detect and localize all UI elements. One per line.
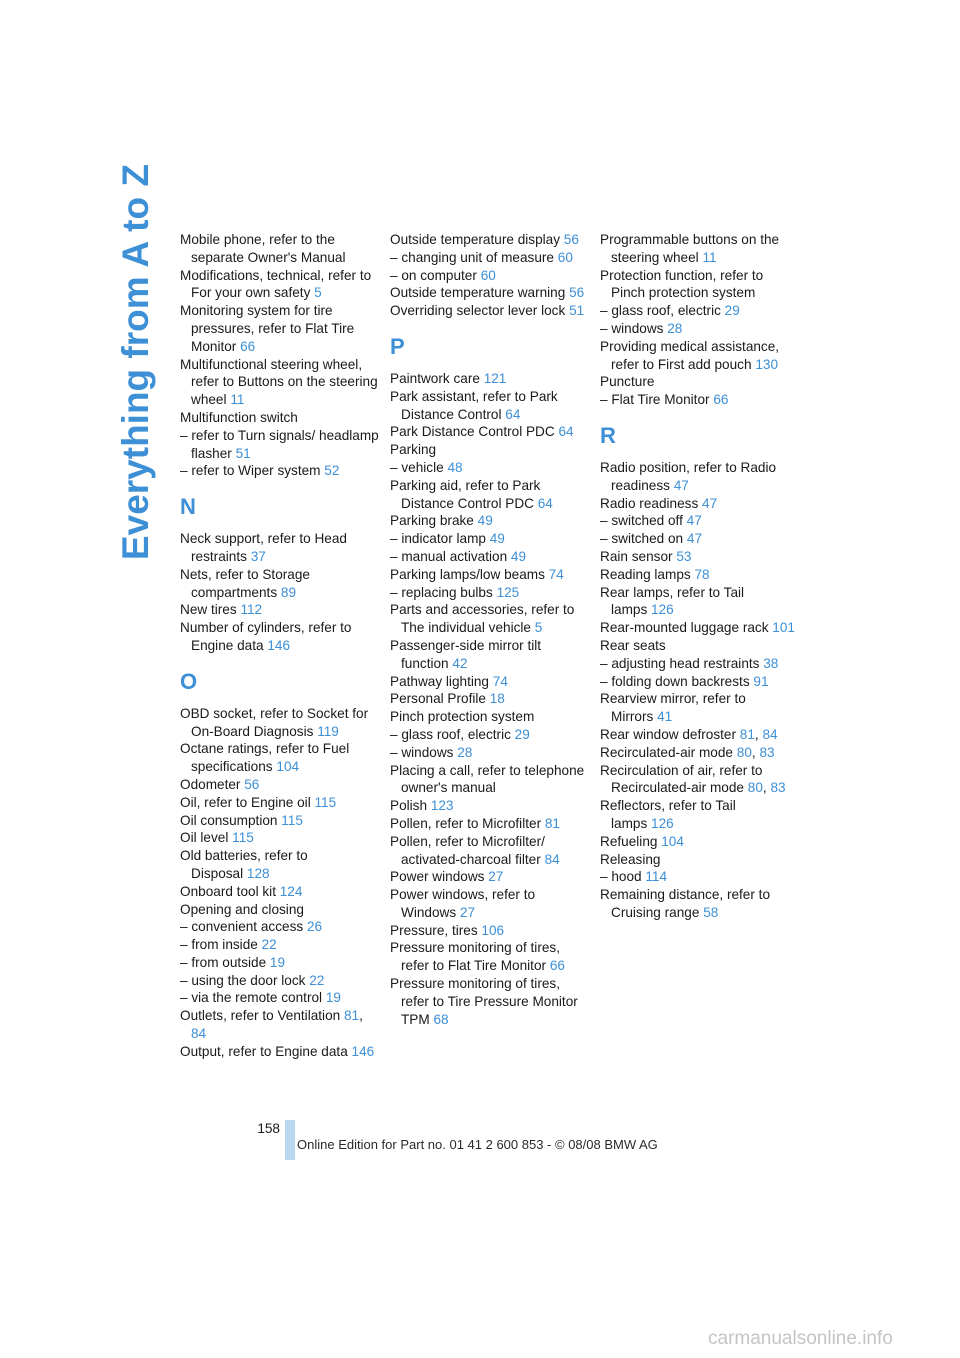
index-entry-text: Monitoring system for tire pressures, refer to Flat Tire Monitor — [180, 303, 355, 354]
page-reference-link[interactable]: 91 — [753, 673, 769, 689]
index-entry — [390, 797, 590, 815]
page-reference-link[interactable]: 28 — [457, 744, 473, 760]
index-entry — [180, 619, 380, 655]
page-reference-link[interactable]: 58 — [703, 904, 719, 920]
index-entry-text: – windows — [600, 320, 664, 336]
page-reference-link[interactable]: 64 — [537, 495, 553, 511]
index-entry — [600, 320, 800, 338]
page-reference-link[interactable]: 84 — [762, 726, 778, 742]
index-entry — [600, 797, 800, 833]
index-entry-text: Neck support, refer to Head restraints — [180, 531, 347, 564]
index-entry — [390, 584, 590, 602]
page-reference-link[interactable]: 56 — [244, 776, 260, 792]
index-entry-text: Mobile phone, refer to the separate Owner's Manual — [180, 232, 346, 265]
index-entry-text: Polish — [390, 798, 428, 814]
index-entry — [600, 391, 800, 409]
index-entry — [600, 619, 800, 637]
index-entry — [390, 975, 590, 1028]
index-entry — [390, 833, 590, 869]
index-entry-text: – convenient access — [180, 919, 304, 935]
page-reference-link[interactable]: 27 — [459, 904, 476, 920]
index-entry — [390, 726, 590, 744]
index-entry-text: Outlets, refer to Ventilation — [180, 1008, 341, 1024]
index-entry — [390, 762, 590, 798]
index-entry — [600, 373, 800, 391]
index-entry-text: Parking brake — [390, 513, 474, 529]
page-reference-link[interactable]: 41 — [657, 709, 673, 725]
index-entry-text: Pressure, tires — [390, 922, 478, 938]
index-entry-text: – folding down backrests — [600, 673, 750, 689]
index-entry-text: Puncture — [600, 374, 655, 390]
page-reference-link[interactable]: 115 — [281, 812, 303, 828]
index-entry-text: – indicator lamp — [390, 531, 486, 547]
page-reference-link[interactable]: 115 — [232, 830, 254, 846]
index-entry — [390, 512, 590, 530]
index-entry-text: Radio readiness — [600, 495, 699, 511]
index-entry — [180, 918, 380, 936]
page-reference-link[interactable]: 29 — [514, 726, 530, 742]
index-entry-text: Reading lamps — [600, 566, 691, 582]
index-entry — [600, 833, 800, 851]
index-entry-text: Old batteries, refer to Disposal — [180, 848, 308, 881]
index-entry-text: Rear-mounted luggage rack — [600, 620, 769, 636]
page-reference-link[interactable]: 124 — [279, 883, 303, 899]
index-entry-text: Rearview mirror, refer to Mirrors — [600, 691, 746, 725]
page-reference-link[interactable]: 112 — [240, 602, 263, 618]
index-entry-text: – switched on — [600, 531, 684, 547]
page-reference-link[interactable]: 5 — [534, 620, 543, 636]
page-reference-link[interactable]: 101 — [772, 620, 795, 636]
index-entry — [390, 459, 590, 477]
index-entry-text: Parts and accessories, refer to The individual vehicle — [390, 602, 575, 636]
index-entry — [180, 705, 380, 741]
page-reference-link[interactable]: 19 — [325, 990, 341, 1006]
index-entry — [390, 939, 590, 975]
index-entry — [180, 812, 380, 830]
page-reference-link[interactable]: 18 — [489, 691, 505, 707]
page-reference-link[interactable]: 128 — [246, 865, 270, 881]
page-reference-link[interactable]: 38 — [763, 655, 779, 671]
page-reference-link[interactable]: 22 — [309, 972, 325, 988]
index-entry — [180, 409, 380, 427]
index-entry-text: – switched off — [600, 513, 683, 529]
index-entry-text: – vehicle — [390, 459, 444, 475]
page-reference-link[interactable]: 52 — [324, 463, 340, 479]
index-entry-text: – windows — [390, 744, 454, 760]
index-entry — [600, 459, 800, 495]
index-entry — [180, 972, 380, 990]
page-reference-link[interactable]: 80 — [736, 744, 752, 760]
index-entry — [600, 566, 800, 584]
page-reference-link[interactable]: 106 — [481, 922, 505, 938]
page-reference-link[interactable]: 78 — [694, 566, 710, 582]
index-entry — [180, 989, 380, 1007]
index-entry-text: Radio position, refer to Radio readiness — [600, 459, 777, 493]
page-reference-link[interactable]: 68 — [433, 1011, 449, 1027]
page-reference-link[interactable]: 5 — [314, 285, 322, 301]
index-entry — [180, 302, 380, 355]
index-entry-text: – manual activation — [390, 548, 508, 564]
index-entry — [390, 477, 590, 513]
page-reference-link[interactable]: 26 — [306, 919, 323, 935]
index-entry — [390, 231, 590, 249]
page-reference-link[interactable]: 47 — [686, 513, 702, 529]
page-reference-link[interactable]: 104 — [661, 833, 684, 849]
index-entry-text: Odometer — [180, 776, 241, 792]
page-reference-link[interactable]: 53 — [676, 548, 692, 564]
index-entry — [600, 868, 800, 886]
index-entry-text: Oil, refer to Engine oil — [180, 794, 311, 810]
index-entry-text: Programmable buttons on the steering wheel — [600, 232, 780, 265]
index-entry-text: Octane ratings, refer to Fuel specifications — [180, 741, 350, 775]
index-entry-text: Oil level — [180, 830, 229, 846]
page-reference-link[interactable]: 126 — [651, 815, 674, 831]
index-entry-text: Power windows, refer to Windows — [390, 887, 536, 920]
page-reference-link[interactable]: 115 — [314, 794, 337, 810]
index-entry — [180, 954, 380, 972]
index-entry-text: Providing medical assistance, refer to First add pouch — [600, 338, 780, 372]
page-reference-link[interactable]: 130 — [755, 356, 779, 372]
page-reference-link[interactable]: 47 — [686, 531, 703, 547]
index-entry — [180, 794, 380, 812]
index-entry — [390, 922, 590, 940]
index-entry-text: Rain sensor — [600, 548, 673, 564]
index-entry — [180, 829, 380, 847]
index-entry-text: Outside temperature warning — [390, 285, 566, 301]
index-letter-heading: R — [600, 422, 616, 448]
page-reference-link[interactable]: 74 — [548, 566, 564, 582]
index-entry-text: Output, refer to Engine data — [180, 1043, 348, 1059]
page-reference-link[interactable]: 60 — [557, 249, 573, 265]
index-entry — [600, 886, 800, 922]
index-entry — [390, 249, 590, 267]
index-entry-text: Pinch protection system — [390, 709, 535, 725]
index-entry-text: New tires — [180, 602, 237, 618]
index-entry — [390, 530, 590, 548]
index-entry — [180, 901, 380, 919]
index-entry — [180, 740, 380, 776]
index-entry-text: Nets, refer to Storage compartments — [180, 566, 310, 600]
index-entry-text: – Flat Tire Monitor — [600, 392, 710, 408]
index-entry-text: – refer to Wiper system — [180, 463, 321, 479]
page-reference-link[interactable]: 42 — [452, 655, 468, 671]
page-reference-link[interactable]: 27 — [488, 869, 504, 885]
page-reference-link[interactable]: 49 — [510, 548, 527, 564]
index-entry-text: Rear seats — [600, 637, 666, 653]
page-reference-link[interactable]: 83 — [759, 744, 775, 760]
index-entry-text: – using the door lock — [180, 972, 306, 988]
page-reference-link[interactable]: 114 — [645, 869, 668, 885]
index-entry — [600, 302, 800, 320]
index-entry-text: Paintwork care — [390, 370, 480, 386]
index-entry-text: OBD socket, refer to Socket for On-Board Diagnosis — [180, 705, 369, 739]
index-entry: Outlets, refer to Ventilation 81, 84 — [180, 1008, 363, 1042]
index-entry — [600, 548, 800, 566]
page-reference-link[interactable]: 66 — [713, 392, 729, 408]
index-entry-text: Opening and closing — [180, 901, 304, 917]
index-entry — [600, 655, 800, 673]
index-entry — [390, 744, 590, 762]
page-reference-link[interactable]: 49 — [489, 531, 505, 547]
index-entry-text: – hood — [600, 869, 642, 885]
index-entry — [600, 584, 800, 620]
index-letter-heading: P — [390, 333, 405, 359]
index-entry-text: Pressure monitoring of tires, refer to Flat Tire Monitor — [390, 940, 560, 974]
index-entry-text: Releasing — [600, 851, 661, 867]
index-entry — [390, 370, 590, 388]
page-reference-link[interactable]: 146 — [267, 637, 291, 653]
index-entry-text: Outside temperature display — [390, 232, 561, 247]
page-reference-link[interactable]: 56 — [569, 285, 585, 301]
page-reference-link[interactable]: 66 — [240, 338, 256, 354]
page-reference-link[interactable]: 81 — [544, 815, 560, 831]
index-entry-text: Recirculated-air mode — [600, 744, 733, 760]
index-entry — [600, 512, 800, 530]
index-entry-text: – refer to Turn signals/ headlamp flasher — [180, 427, 379, 461]
page-reference-link[interactable]: 51 — [569, 303, 585, 319]
index-entry: Recirculated-air mode 80, 83 — [600, 744, 775, 760]
index-entry-text: Refueling — [600, 833, 658, 849]
index-entry — [390, 302, 590, 320]
page-reference-link[interactable]: 60 — [480, 267, 496, 283]
page-reference-link[interactable]: 48 — [447, 459, 463, 475]
index-column-1 — [180, 231, 380, 1061]
index-entry-text: Rear window defroster — [600, 726, 736, 742]
index-entry — [390, 548, 590, 566]
page-reference-link[interactable]: 22 — [261, 937, 277, 953]
index-entry — [180, 231, 380, 267]
index-entry-text: Number of cylinders, refer to Engine data — [180, 620, 352, 653]
page-reference-link[interactable]: 37 — [250, 548, 266, 564]
index-entry-text: – adjusting head restraints — [600, 655, 760, 671]
page-reference-link[interactable]: 80 — [747, 780, 763, 796]
index-entry-text: – replacing bulbs — [390, 584, 493, 600]
page-reference-link[interactable]: 29 — [724, 303, 740, 319]
page-reference-link[interactable]: 64 — [558, 424, 574, 440]
watermark: carmanualsonline.info — [708, 1328, 893, 1349]
index-entry — [390, 690, 590, 708]
page-reference-link[interactable]: 47 — [673, 477, 689, 493]
index-entry-text: Reflectors, refer to Tail lamps — [600, 798, 736, 831]
index-entry-text: – glass roof, electric — [600, 303, 721, 319]
index-entry-text: Parking — [390, 442, 437, 458]
index-entry — [600, 851, 800, 869]
index-entry-text: Pollen, refer to Microfilter/ activated-charcoal filter — [390, 833, 545, 867]
index-entry — [600, 231, 800, 267]
page-reference-link[interactable]: 84 — [191, 1026, 207, 1042]
page-reference-link[interactable]: 89 — [280, 584, 297, 600]
index-entry-text: Power windows — [390, 869, 485, 885]
page-reference-link[interactable]: 51 — [235, 445, 251, 461]
index-entry — [390, 423, 590, 441]
index-entry-text: Protection function, refer to Pinch protection system — [600, 267, 764, 301]
index-entry — [180, 883, 380, 901]
index-entry — [600, 690, 800, 726]
index-entry-text: Overriding selector lever lock — [390, 303, 566, 319]
index-entry — [180, 936, 380, 954]
index-entry — [180, 776, 380, 794]
page-reference-link[interactable]: 47 — [702, 495, 718, 511]
page-reference-link[interactable]: 74 — [492, 673, 508, 689]
page-reference-link[interactable]: 19 — [269, 954, 286, 970]
index-letter-heading: N — [180, 494, 196, 520]
index-entry — [390, 267, 590, 285]
index-entry — [390, 566, 590, 584]
page-reference-link[interactable]: 56 — [563, 232, 579, 247]
index-entry-text: Parking aid, refer to Park Distance Control PDC — [390, 477, 541, 511]
index-entry-text: Recirculation of air, refer to Recirculated-air mode — [600, 762, 763, 796]
index-entry-text: Parking lamps/low beams — [390, 566, 545, 582]
page-reference-link[interactable]: 119 — [317, 723, 339, 739]
page-reference-link[interactable]: 84 — [544, 851, 560, 867]
footer-edition-note: Online Edition for Part no. 01 41 2 600 853 - © 08/08 BMW AG — [297, 1137, 658, 1152]
index-entry — [600, 267, 800, 303]
index-entry: Recirculation of air, refer to Recirculated-air mode 80, 83 — [600, 762, 786, 796]
index-entry-text: Multifunction switch — [180, 409, 298, 425]
index-entry — [600, 530, 800, 548]
page-reference-link[interactable]: 28 — [667, 320, 683, 336]
index-entry — [180, 847, 380, 883]
index-entry: Rear window defroster 81, 84 — [600, 726, 778, 742]
index-entry — [390, 441, 590, 459]
index-entry — [390, 601, 590, 637]
index-entry-text: Onboard tool kit — [180, 883, 276, 899]
index-entry-text: Pressure monitoring of tires, refer to Tire Pressure Monitor TPM — [390, 976, 578, 1027]
index-entry — [390, 868, 590, 886]
page-reference-link[interactable]: 126 — [651, 602, 674, 618]
index-entry-text: Personal Profile — [390, 691, 486, 707]
index-entry — [180, 530, 380, 566]
index-entry-text: – via the remote control — [180, 990, 323, 1006]
side-title-text: Everything from A to Z — [115, 163, 156, 560]
page-reference-link[interactable]: 83 — [770, 780, 786, 796]
index-entry-text: Remaining distance, refer to Cruising range — [600, 887, 771, 920]
page-reference-link[interactable]: 146 — [351, 1043, 375, 1059]
index-entry — [600, 637, 800, 655]
page-reference-link[interactable]: 81 — [739, 726, 755, 742]
index-entry — [390, 388, 590, 424]
index-entry — [180, 566, 380, 602]
index-entry-text: Pathway lighting — [390, 673, 489, 689]
index-entry — [180, 267, 380, 303]
index-entry — [180, 1043, 380, 1061]
index-entry-text: Park assistant, refer to Park Distance Control — [390, 388, 558, 422]
index-column-3 — [600, 231, 800, 922]
index-entry-text: – glass roof, electric — [390, 726, 511, 742]
index-entry — [600, 338, 800, 374]
index-entry-text: Passenger-side mirror tilt function — [390, 637, 542, 671]
index-entry-text: Oil consumption — [180, 812, 278, 828]
index-entry-text: – changing unit of measure — [390, 249, 554, 265]
index-entry-text: Modifications, technical, refer to For your own safety — [180, 267, 372, 301]
index-entry-text: Pollen, refer to Microfilter — [390, 815, 542, 831]
page-reference-link[interactable]: 11 — [702, 249, 717, 265]
page-reference-link[interactable]: 49 — [477, 513, 493, 529]
index-entry — [600, 673, 800, 691]
page-reference-link[interactable]: 125 — [496, 584, 520, 600]
index-entry-text: – on computer — [390, 267, 477, 283]
page-reference-link[interactable]: 81 — [343, 1008, 360, 1024]
section-side-title — [115, 163, 156, 560]
index-entry-text: – from outside — [180, 954, 267, 970]
index-entry — [390, 886, 590, 922]
page-reference-link[interactable]: 121 — [483, 370, 507, 386]
index-entry — [390, 708, 590, 726]
page-reference-link[interactable]: 11 — [230, 392, 245, 408]
index-entry — [390, 284, 590, 302]
index-entry-text: Park Distance Control PDC — [390, 424, 555, 440]
page-reference-link[interactable]: 64 — [505, 406, 521, 422]
index-entry — [390, 673, 590, 691]
index-entry — [180, 462, 380, 480]
footer-accent-bar — [285, 1120, 295, 1160]
index-entry-text: Rear lamps, refer to Tail lamps — [600, 584, 745, 618]
index-entry — [600, 495, 800, 513]
index-entry — [180, 601, 380, 619]
index-letter-heading: O — [180, 668, 198, 694]
index-entry — [390, 637, 590, 673]
index-entry — [390, 815, 590, 833]
page-number: 158 — [257, 1121, 280, 1136]
index-entry — [180, 356, 380, 409]
index-entry-text: Multifunctional steering wheel, refer to Buttons on the steering wheel — [180, 356, 378, 408]
page-reference-link[interactable]: 123 — [430, 798, 454, 814]
index-entry-text: Placing a call, refer to telephone owner's manual — [390, 762, 585, 796]
index-entry — [180, 427, 380, 463]
page-reference-link[interactable]: 66 — [549, 958, 565, 974]
index-column-2 — [390, 231, 590, 1028]
page-reference-link[interactable]: 104 — [276, 759, 300, 775]
index-entry-text: – from inside — [180, 937, 258, 953]
